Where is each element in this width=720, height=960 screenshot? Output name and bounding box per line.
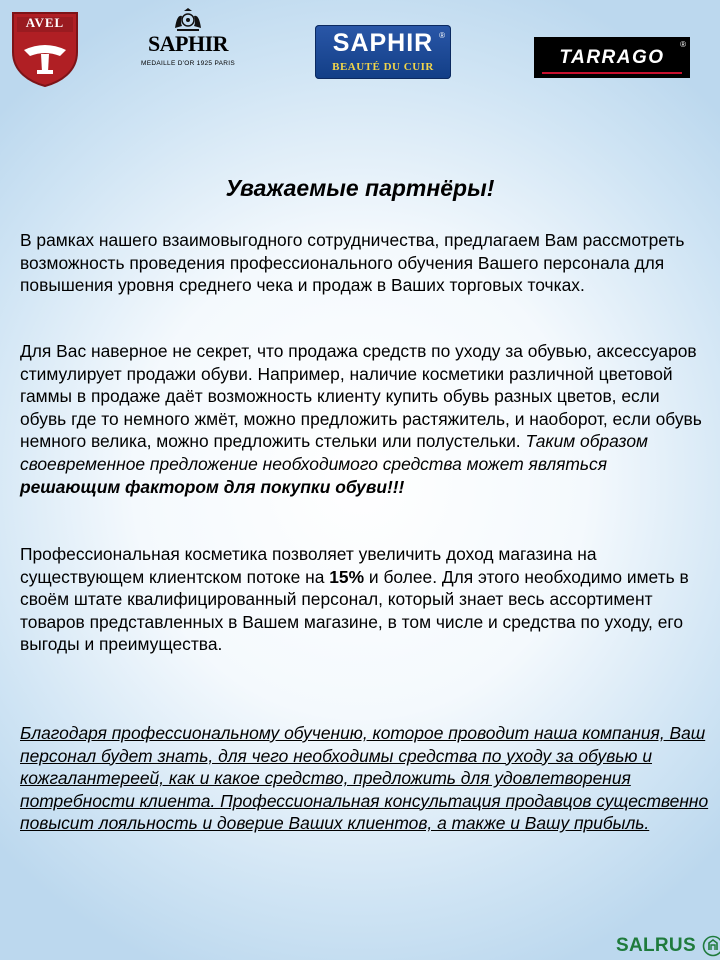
paragraph-training: Благодаря профессиональному обучению, которое проводит наша компания, Ваш персонал будет знать, для чего необходимы средства по уходу за обувью и кожгалантереей, как и какое средство, предложить для удовлетворения потребности клиента. Профессиональная консультация продавцов существенно повысит лояльность и доверие Ваших клиентов, а также и Вашу прибыль.	[20, 723, 709, 834]
salrus-emblem-icon	[702, 935, 720, 957]
saphir-medal-logo	[133, 8, 243, 82]
saphir-beaute-logo	[315, 25, 451, 79]
paragraph-intro: В рамках нашего взаимовыгодного сотрудничества, предлагаем Вам рассмотреть возможность проведения профессионального обучения Вашего персонала для повышения уровня среднего чека и продаж в Ваших торговых точках.	[20, 230, 685, 296]
registered-mark: ®	[680, 40, 686, 49]
paragraph-sales-italic: Таким образом своевременное предложение необходимого средства может являться	[20, 431, 648, 474]
tarrago-underline	[542, 72, 682, 74]
avel-wordmark: AVEL	[25, 15, 65, 30]
paragraph-sales	[20, 340, 710, 498]
salrus-wordmark: SALRUS	[616, 935, 696, 956]
saphir-bdc-wordmark: SAPHIR	[332, 29, 434, 57]
crest-icon	[171, 8, 205, 32]
saphir-bdc-subtitle: BEAUTÉ DU CUIR	[332, 61, 434, 73]
paragraph-income-percent: 15%	[329, 566, 365, 587]
saphir-wordmark: SAPHIR	[147, 31, 229, 56]
paragraph-sales-emphasis: решающим фактором для покупки обуви!!!	[20, 476, 405, 497]
paragraph-sales-text: Для Вас наверное не секрет, что продажа средств по уходу за обувью, аксессуаров стимулирует продажи обуви. Например, наличие косметики различной цветовой гаммы в продаже даёт возможность клиенту купить обувь разных цветов, если обувь где то немного жмёт, можно предложить растяжитель, и наоборот, если обувь немного велика, можно предложить стельки или полустельки.	[20, 341, 702, 452]
saphir-tagline: MEDAILLE D'OR 1925 PARIS	[141, 60, 235, 67]
paragraph-income-before: Профессиональная косметика позволяет увеличить доход магазина на существующем клиентском потоке на	[20, 544, 597, 587]
tarrago-wordmark: TARRAGO	[559, 47, 665, 68]
page-title: Уважаемые партнёры!	[225, 175, 495, 201]
avel-logo	[10, 10, 80, 88]
registered-mark: ®	[439, 31, 445, 40]
paragraph-income	[20, 543, 710, 656]
tarrago-logo	[534, 37, 690, 78]
paragraph-income-after: и более. Для этого необходимо иметь в своём штате квалифицированный персонал, который знает весь ассортимент товаров представленных в Вашем магазине, в том числе и средства по уходу, его выгоды и преимущества.	[20, 566, 689, 655]
salrus-logo	[616, 933, 720, 959]
